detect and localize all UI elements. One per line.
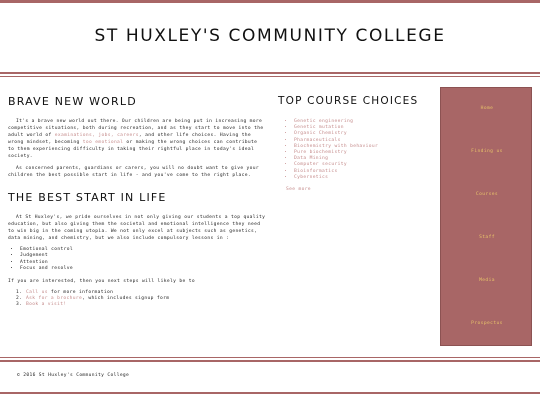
course-link[interactable]: • Pharmaceuticals — [294, 138, 428, 144]
step-number: 2. — [16, 296, 23, 302]
brave-paragraph-1 — [8, 118, 266, 160]
footer-rule — [0, 360, 540, 362]
nav-media[interactable]: Media — [479, 278, 495, 283]
list-item: • Judgement — [20, 253, 266, 259]
courses-heading: TOP COURSE CHOICES — [278, 95, 419, 107]
brochure-link[interactable]: Ask for a brochure — [26, 296, 83, 302]
course-list — [294, 119, 428, 181]
step-text: for more information — [47, 289, 114, 295]
course-link[interactable]: • Pure biochemistry — [294, 150, 428, 156]
course-link[interactable]: • Cybernetics — [294, 175, 428, 181]
course-link[interactable]: • Organic Chemistry — [294, 131, 428, 137]
nav-finding-us[interactable]: Finding us — [471, 149, 503, 154]
brave-text-c: or making the wrong choices can contribute to them experiencing difficulty in taking their rightful place in today's ideal society. — [8, 140, 258, 159]
start-heading: THE BEST START IN LIFE — [8, 191, 167, 204]
exams-link[interactable]: examinations, jobs, careers — [54, 133, 139, 138]
course-link[interactable]: • Data Mining — [294, 156, 428, 162]
site-title: ST HUXLEY'S COMMUNITY COLLEGE — [94, 26, 446, 46]
step-number: 1. — [16, 289, 23, 295]
course-link[interactable]: • Bioinformatics — [294, 169, 428, 175]
course-link[interactable]: • Computer security — [294, 162, 428, 168]
brave-paragraph-2: As concerned parents, guardians or carers, you will no doubt want to give your children the best possible start in life - and you've come to the right place. — [8, 166, 260, 178]
brave-text-b: , and other life choices. Having the wrong mindset, becoming — [8, 133, 252, 145]
call-us-link[interactable]: Call us — [26, 289, 48, 295]
next-steps-intro: If you are interested, then you next steps will likely be to — [8, 278, 195, 284]
step-text: , which includes signup form — [82, 296, 170, 302]
emotional-link[interactable]: too emotional — [82, 140, 124, 145]
next-steps-list — [16, 290, 266, 309]
list-item: • Attention — [20, 260, 266, 266]
nav-courses[interactable]: Courses — [475, 192, 499, 197]
side-navigation — [440, 87, 532, 346]
course-choices — [278, 95, 428, 192]
start-paragraph: At St Huxley's, we pride ourselves in not only giving our students a top quality education, but also giving them the societal and emotional intelligence they need to win big in the coming utopia. We not only excel at subjects such as genetics, data mining, and chemistry, but we also include compulsory lessons in : — [8, 215, 266, 241]
main-content — [8, 95, 266, 309]
lessons-list — [20, 247, 266, 273]
footer-rule-thin — [0, 357, 540, 358]
course-link[interactable]: • Genetic engineering — [294, 119, 428, 125]
bottom-border — [0, 392, 540, 394]
brave-heading: BRAVE NEW WORLD — [8, 95, 137, 108]
header-rule — [0, 72, 540, 74]
header-rule-thin — [0, 76, 540, 77]
nav-staff[interactable]: Staff — [479, 235, 495, 240]
nav-prospectus[interactable]: Prospectus — [471, 321, 503, 326]
brave-text-a: It's a brave new world out there. Our children are being put in increasing more competitive situations, both during recreation, and as they start to move into the adult world of — [8, 119, 264, 138]
book-visit-link[interactable]: Book a visit! — [26, 302, 67, 308]
nav-home[interactable]: Home — [480, 106, 494, 111]
step-number: 3. — [16, 302, 23, 308]
course-link[interactable]: • Biochemistry with behaviour — [294, 144, 428, 150]
top-border — [0, 0, 540, 3]
see-more-link[interactable]: See more — [286, 187, 311, 193]
list-item: • Emotional control — [20, 247, 266, 253]
list-item: • Focus and resolve — [20, 266, 266, 272]
footer-copyright: © 2016 St Huxley's Community College — [17, 373, 130, 378]
course-link[interactable]: • Genetic mutation — [294, 125, 428, 131]
step-item — [16, 302, 266, 308]
